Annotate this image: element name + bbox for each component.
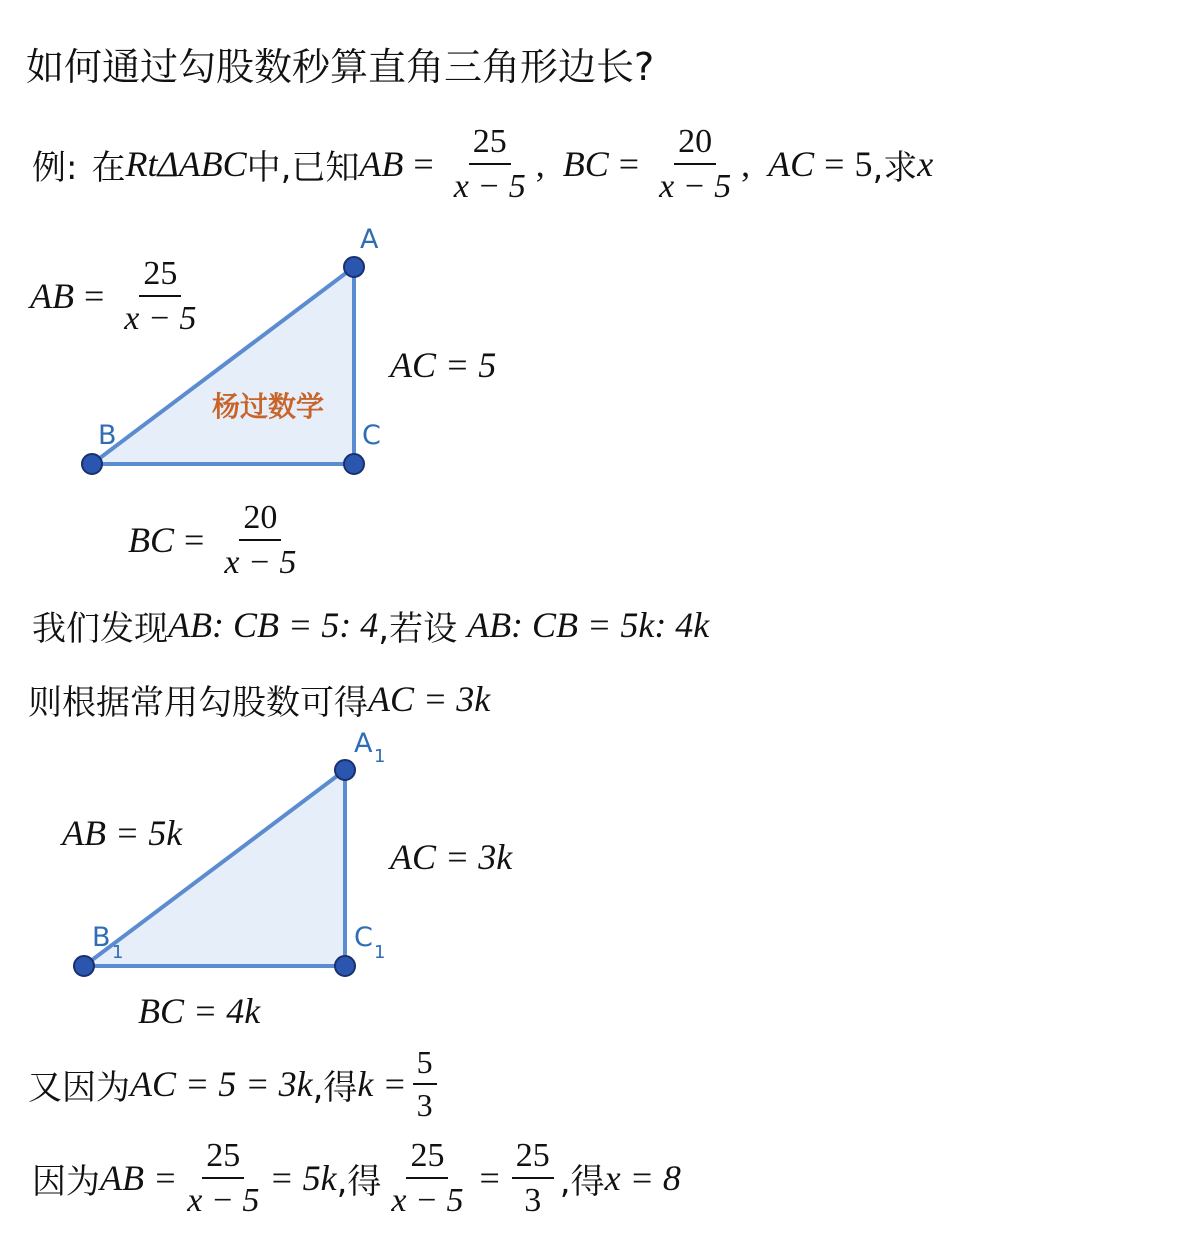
- example-in: 在: [91, 147, 126, 188]
- example-eq-3: =: [824, 144, 845, 184]
- example-ac-lhs: AC: [768, 144, 815, 184]
- vertex-label-c1: C: [354, 922, 373, 953]
- d1-bc-den: x − 5: [224, 544, 297, 581]
- example-line: [32, 118, 933, 210]
- step-2-text: 则根据常用勾股数可得: [28, 682, 368, 723]
- example-bc-lhs: BC: [562, 144, 609, 184]
- d1-ab-lhs: AB: [30, 276, 74, 316]
- step-2-math: AC = 3k: [368, 679, 491, 719]
- example-ab-num: 25: [469, 122, 511, 165]
- vertex-sub-b1: 1: [112, 942, 124, 963]
- step-2-line: [28, 674, 490, 724]
- step-3-den: 3: [416, 1087, 433, 1123]
- d2-ab-label: AB = 5k: [62, 813, 183, 853]
- example-ab-den: x − 5: [453, 168, 526, 205]
- d1-bc-eq: =: [184, 520, 205, 560]
- step-4-fraction-2: [387, 1136, 467, 1220]
- point-a: [344, 257, 364, 277]
- example-comma-1: ,: [535, 144, 545, 184]
- d1-bc-lhs: BC: [128, 520, 175, 560]
- example-ask-var: x: [917, 144, 934, 184]
- page-title: 如何通过勾股数秒算直角三角形边长?: [26, 45, 655, 89]
- step-4-eq: =: [479, 1158, 500, 1198]
- step-4-frac3-den: 3: [524, 1182, 542, 1219]
- example-ac-val: 5: [854, 144, 873, 184]
- step-3-math-1: AC = 5 = 3k: [130, 1064, 313, 1104]
- example-bc-den: x − 5: [659, 168, 732, 205]
- d1-ab-num: 25: [139, 254, 181, 297]
- d1-bc-num: 20: [239, 498, 281, 541]
- d1-ab-eq: =: [83, 276, 105, 316]
- step-4-frac1-num: 25: [202, 1136, 244, 1179]
- step-4-frac3-num: 25: [512, 1136, 554, 1179]
- step-3-text-2: ,得: [312, 1067, 358, 1108]
- step-4-text-1: 因为: [32, 1161, 100, 1202]
- vertex-label-a1: A: [354, 728, 373, 759]
- d1-bc-fraction: [220, 498, 300, 582]
- point-b1: [74, 956, 94, 976]
- triangle-2-fill: [84, 770, 345, 966]
- point-b: [82, 454, 102, 474]
- vertex-label-c: C: [362, 420, 381, 451]
- example-comma-2: ,: [741, 144, 751, 184]
- step-3-line: [28, 1036, 443, 1132]
- step-1-math-2: AB: CB = 5k: 4k: [467, 605, 710, 645]
- point-c1: [335, 956, 355, 976]
- example-ask: ,求: [872, 147, 918, 188]
- step-4-fraction-1: [183, 1136, 263, 1220]
- example-bc-num: 20: [674, 122, 716, 165]
- step-3-num: 5: [413, 1044, 437, 1085]
- step-1-line: [32, 600, 709, 650]
- vertex-label-a: A: [360, 224, 379, 255]
- example-eq-2: =: [618, 144, 640, 184]
- d1-ab-fraction: [120, 254, 200, 338]
- example-prefix: 例:: [32, 147, 78, 188]
- vertex-sub-c1: 1: [374, 942, 386, 963]
- example-triangle: RtΔABC: [125, 144, 247, 184]
- example-ab-lhs: AB: [359, 144, 404, 184]
- d2-ac-label: AC = 3k: [390, 837, 513, 877]
- vertex-label-b: B: [98, 420, 117, 451]
- step-1-text-1: 我们发现: [32, 608, 168, 649]
- step-4-frac2-num: 25: [406, 1136, 448, 1179]
- step-4-text-3: ,得: [559, 1161, 605, 1202]
- d1-ab-label: [30, 250, 206, 342]
- step-4-line: [32, 1132, 681, 1224]
- d1-bc-label: [128, 494, 306, 586]
- step-1-math-1: AB: CB = 5: 4: [168, 605, 379, 645]
- step-3-text-1: 又因为: [28, 1067, 130, 1108]
- example-ab-fraction: [450, 122, 530, 206]
- step-1-text-2: ,若设: [378, 608, 458, 649]
- step-3-math-2: k =: [357, 1064, 407, 1104]
- example-eq-1: =: [413, 144, 434, 184]
- d1-ab-den: x − 5: [124, 300, 197, 337]
- step-4-fraction-3: [512, 1136, 554, 1220]
- step-4-frac2-den: x − 5: [391, 1182, 464, 1219]
- d1-ac-label: AC = 5: [390, 345, 497, 385]
- watermark: 杨过数学: [212, 390, 325, 423]
- example-bc-fraction: [655, 122, 735, 206]
- vertex-sub-a1: 1: [374, 746, 386, 767]
- step-4-math-1: AB =: [100, 1158, 178, 1198]
- vertex-label-b1: B: [92, 922, 111, 953]
- step-4-frac1-den: x − 5: [187, 1182, 260, 1219]
- step-4-text-2: ,得: [336, 1161, 382, 1202]
- point-a1: [335, 760, 355, 780]
- example-mid: 中,已知: [246, 147, 360, 188]
- step-4-math-3: x = 8: [604, 1158, 681, 1198]
- step-4-math-2: = 5k: [269, 1158, 337, 1198]
- step-3-fraction: [413, 1044, 437, 1124]
- point-c: [344, 454, 364, 474]
- d2-bc-label: BC = 4k: [138, 991, 261, 1031]
